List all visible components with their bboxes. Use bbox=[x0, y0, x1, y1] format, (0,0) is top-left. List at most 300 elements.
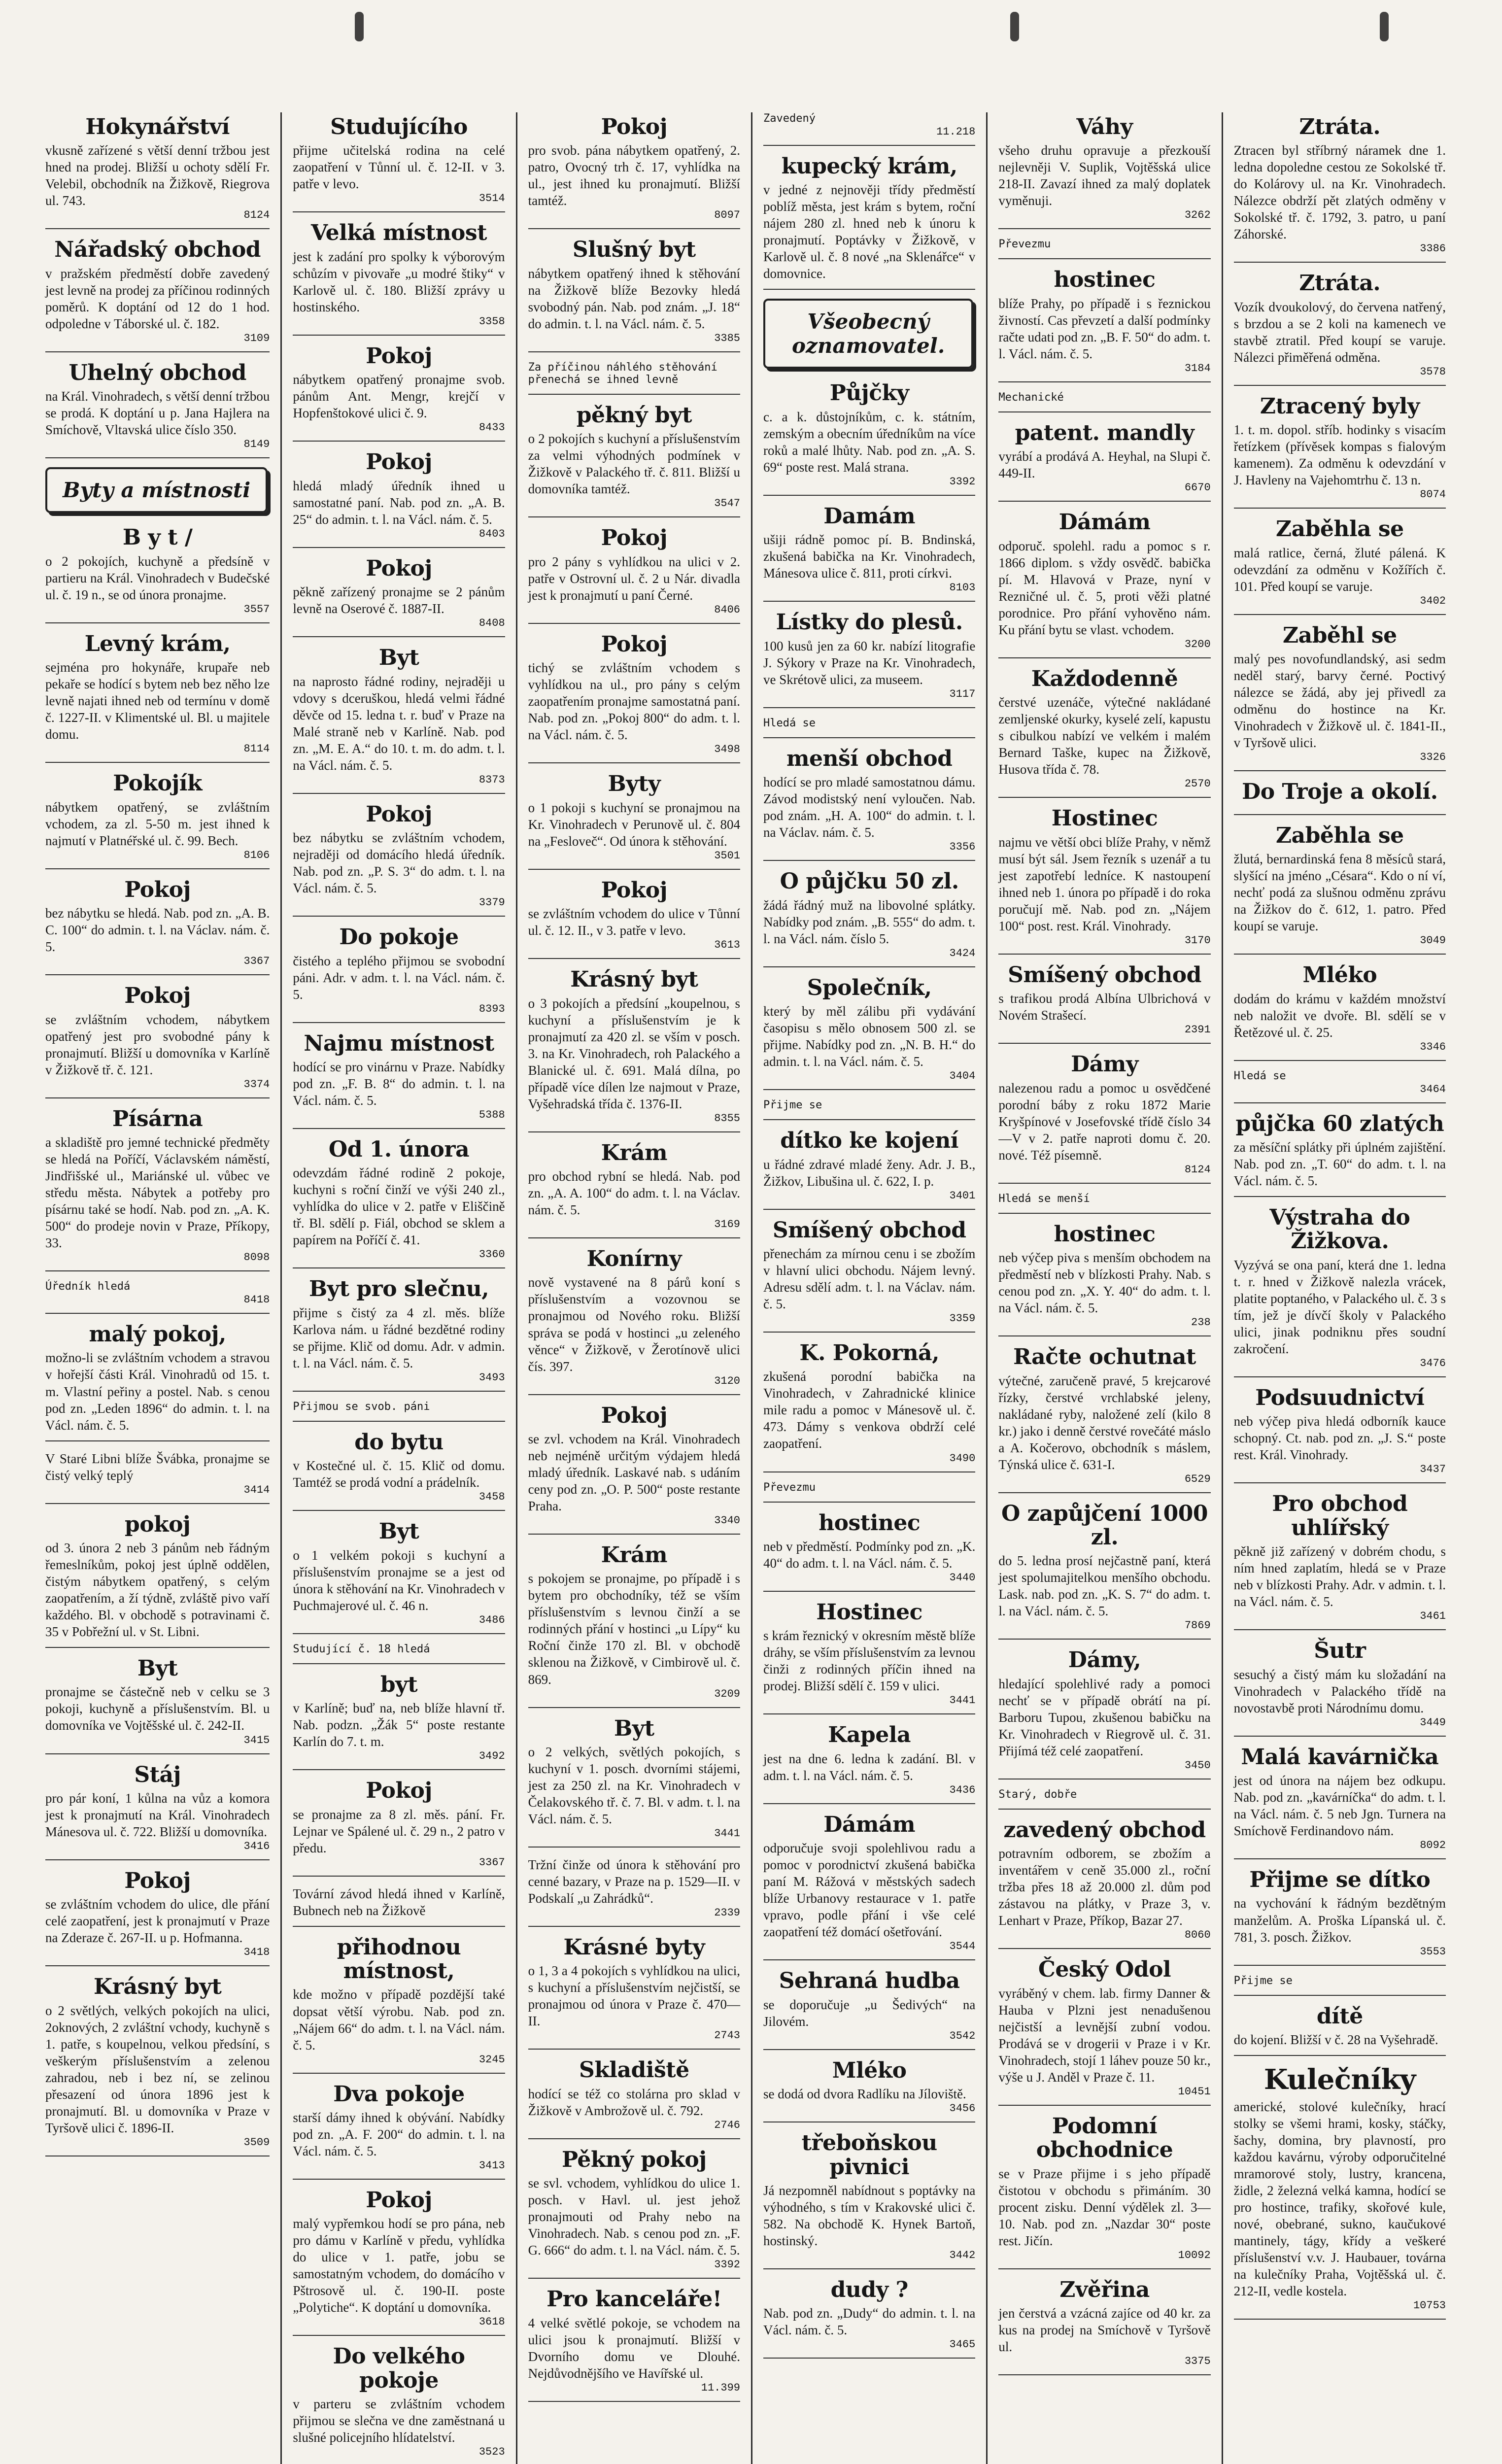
ad-body: hodící se pro mladé samostatnou dámu. Závod modistský není vyloučen. Nab. pod znám. „H. A. 100“ do admin. t. l. na Václav. nám. č. 5. bbox=[763, 775, 976, 840]
ad-body: v Karlíně; buď na, neb blíže hlavní tř. Nab. podzn. „Žák 5“ poste restante Karlín do 7. t. m. bbox=[293, 1701, 505, 1749]
ad-title: Byt bbox=[137, 1656, 178, 1681]
ad-code: 8408 bbox=[478, 617, 505, 630]
ad-title: Dva pokoje bbox=[333, 2081, 465, 2107]
ad-code: 3414 bbox=[243, 1483, 270, 1496]
classified-ad bbox=[1234, 517, 1446, 615]
ad-code: 8092 bbox=[1420, 1839, 1446, 1852]
ad-code: 3358 bbox=[478, 315, 505, 328]
ad-label: Hledá se bbox=[763, 717, 816, 729]
ad-code: 3117 bbox=[949, 687, 976, 700]
ad-title: Skladiště bbox=[579, 2057, 689, 2083]
ad-title: Pokoj bbox=[601, 877, 668, 903]
ad-title: Pokoj bbox=[124, 877, 191, 902]
ad-title: dudy ? bbox=[830, 2277, 908, 2302]
ad-title: Hostinec bbox=[816, 1599, 922, 1625]
ad-title: menší obchod bbox=[786, 746, 953, 771]
classified-ad bbox=[293, 2345, 505, 2464]
ad-body: malý pes novofundlandský, asi sedm neděl starý, barvy černé. Poctivý nálezce se žádá, aby jej přivedl za odměnu do hostince na Kr. Vinohradech v Žižkově ul. č. 1841-II., v Tyršově ulici. bbox=[1233, 651, 1446, 751]
classified-ad bbox=[528, 633, 740, 763]
classified-ad bbox=[293, 646, 505, 793]
classified-ad bbox=[998, 391, 1210, 412]
ad-code: 3441 bbox=[949, 1694, 976, 1707]
ad-title: Šutr bbox=[1314, 1638, 1366, 1664]
ad-body: Nab. pod zn. „Dudy“ do admin. t. l. na Václ. nám. č. 5. bbox=[763, 2306, 976, 2338]
classified-ad bbox=[528, 404, 740, 517]
ad-body: bez nábytku se hledá. Nab. pod zn. „A. B. C. 100“ do admin. t. l. na Václav. nám. č. 5. bbox=[45, 906, 270, 955]
classified-ad bbox=[1234, 1868, 1446, 1965]
ad-label: Přijmou se svob. páni bbox=[293, 1400, 430, 1413]
ad-code: 10451 bbox=[1178, 2085, 1211, 2098]
ad-title: Lístky do plesů. bbox=[776, 610, 963, 635]
classified-ad bbox=[763, 1813, 975, 1960]
classified-ad bbox=[763, 505, 975, 602]
classified-ad bbox=[528, 1404, 740, 1535]
classified-ad bbox=[528, 772, 740, 869]
ad-title: Krásný byt bbox=[570, 967, 698, 992]
ad-body: čerstvé uzenáče, výtečné nakládané zemljenské okurky, kyselé zelí, kapustu s cibulkou nabízí ve velkém i malém Bernard Taške, kupec na Žižkově, Husova třída č. 78. bbox=[998, 695, 1211, 777]
ad-label: Za příčinou náhlého stěhování přenechá se ihned levně bbox=[528, 361, 717, 386]
ad-title: pěkný byt bbox=[576, 402, 692, 428]
ad-code: 3464 bbox=[1420, 1083, 1446, 1095]
classified-ad bbox=[1234, 780, 1446, 815]
ad-body: odporučuje svoji spolehlivou radu a pomoc v porodnictví zkušená babička paní M. Rážová v městských sadech blíže Urbanovy restaurace v 1. patře vpravo, podle přání i vše celé zaopatření též domácí ošetřování. bbox=[763, 1841, 976, 1940]
ad-code: 3379 bbox=[478, 896, 505, 909]
ad-code: 8403 bbox=[478, 527, 505, 540]
ad-body: neb výčep piva s menším obchodem na předměstí neb v blízkosti Prahy. Nab. s cenou pod zn. „X. Y. 40“ do adm. t. l. na Václ. nám. č. 5. bbox=[998, 1250, 1211, 1316]
ad-code: 10753 bbox=[1413, 2299, 1446, 2312]
ad-title: Damám bbox=[823, 503, 916, 529]
ad-code: 3415 bbox=[243, 1734, 270, 1746]
ad-body: neb výčep piva hledá odborník kauce schopný. Ct. nab. pod zn. „J. S.“ poste rest. Král. Vinohrady. bbox=[1233, 1414, 1446, 1463]
ad-code: 8393 bbox=[478, 1002, 505, 1015]
classified-ad bbox=[763, 155, 975, 290]
ad-title: Pokoj bbox=[366, 555, 432, 581]
classified-ad bbox=[1234, 1386, 1446, 1483]
ad-label: Přijme se bbox=[1233, 1974, 1293, 1987]
ad-body: všeho druhu opravuje a přezkouší nejlevněji V. Suplik, Vojtěšská ulice 218-II. Zavazí ihned za malý doplatek vyměnuji. bbox=[998, 143, 1211, 208]
classified-ad bbox=[293, 557, 505, 637]
classified-ad bbox=[45, 1450, 270, 1504]
ad-code: 3544 bbox=[949, 1940, 976, 1953]
ad-code: 3440 bbox=[949, 1571, 976, 1584]
ad-title: Mléko bbox=[1302, 962, 1377, 988]
ad-title: Stáj bbox=[134, 1762, 181, 1787]
ad-code: 3461 bbox=[1420, 1610, 1446, 1623]
ad-code: 3049 bbox=[1420, 934, 1446, 947]
ad-title: třeboňskou pivnici bbox=[801, 2130, 937, 2180]
ad-body: malá ratlice, černá, žluté pálená. K odevzdání za odměnu v Kožířích č. 101. Před koupí se varuje. bbox=[1233, 545, 1446, 594]
ad-body: pro 2 pány s vyhlídkou na ulici v 2. patře v Ostrovní ul. č. 2 u Nár. divadla jest k pronajmutí u paní Černé. bbox=[528, 554, 740, 603]
ad-title: pokoj bbox=[124, 1511, 191, 1537]
ad-body: americké, stolové kulečníky, hrací stolky se všemi hrami, kosky, stáčky, šachy, domina, bry plavností, pro každou kavárnu, výroby odporučitelné mramorové stoly, lustry, krancena, židle, 2 železná velká kamna, hodící se pro hostince, trafiky, skořové kule, nové, obebrané, sukno, kaučukové mantinely, tágy, křídy a veškeré příslušenství v.v. J. Haubauer, továrna na kulečníky Praha, Vojtěšská ul. č. 212-II, vedle kostela. bbox=[1233, 2099, 1446, 2298]
classified-ad bbox=[45, 878, 270, 975]
classified-ad bbox=[998, 2115, 1210, 2269]
classified-ad bbox=[45, 772, 270, 869]
ad-title: Malá kavárnička bbox=[1241, 1744, 1439, 1770]
ad-body: se zvl. vchodem na Král. Vinohradech neb nejméně určitým výdajem hledá mladý úředník. Laskavé nab. s udáním ceny pod zn. „O. P. 500“ poste restante Praha. bbox=[528, 1431, 740, 1513]
ad-code: 3385 bbox=[714, 332, 740, 344]
ad-title: Račte ochutnat bbox=[1013, 1344, 1196, 1370]
ad-body: u řádné zdravé mladé ženy. Adr. J. B., Žižkov, Libušina ul. č. 622, I. p. bbox=[763, 1157, 976, 1189]
ad-code: 3402 bbox=[1420, 594, 1446, 607]
classified-ad bbox=[998, 1958, 1210, 2105]
classified-ad bbox=[1234, 824, 1446, 955]
classified-ad bbox=[528, 526, 740, 623]
ad-code: 8149 bbox=[243, 438, 270, 451]
column-6 bbox=[1222, 112, 1457, 2464]
ad-title: Slušný byt bbox=[572, 237, 696, 263]
ad-body: se dodá od dvora Radlíku na Jíloviště. bbox=[763, 2087, 966, 2102]
classified-ad bbox=[293, 1277, 505, 1391]
classified-ad bbox=[45, 1323, 270, 1441]
ad-body: přijme učitelská rodina na celé zaopatření v Tůnní ul. č. 12-II. v 3. patře v levo. bbox=[293, 143, 505, 192]
ad-body: pěkně již zařízený v dobrém chodu, s ním hned zaplatím, hledá se v Praze neb v blízkosti Prahy. Adr. v admin. t. l. na Václ. nám. č. 5. bbox=[1233, 1544, 1446, 1609]
ad-code: 3613 bbox=[714, 939, 740, 952]
classified-ad bbox=[998, 963, 1210, 1044]
classified-ad bbox=[45, 238, 270, 352]
ad-code: 3401 bbox=[949, 1189, 976, 1202]
classified-ad bbox=[293, 1643, 505, 1664]
ad-title: Zaběhla se bbox=[1275, 822, 1404, 848]
classified-ad bbox=[293, 1520, 505, 1634]
ad-code: 3509 bbox=[243, 2136, 270, 2149]
classified-ad bbox=[528, 1247, 740, 1395]
classified-ad bbox=[528, 1141, 740, 1238]
ad-code: 8106 bbox=[243, 849, 270, 861]
ad-title: Konírny bbox=[586, 1246, 682, 1272]
ad-code: 8124 bbox=[243, 209, 270, 222]
classified-ad bbox=[1234, 1112, 1446, 1197]
classified-ad bbox=[998, 807, 1210, 954]
ad-title: Kapela bbox=[828, 1722, 911, 1748]
ad-code: 3169 bbox=[714, 1218, 740, 1231]
ad-body: jest na dne 6. ledna k zadání. Bl. v adm. t. l. na Václ. nám. č. 5. bbox=[763, 1751, 976, 1783]
classified-ad bbox=[293, 1885, 505, 1927]
ad-title: Pokoj bbox=[366, 2187, 432, 2213]
column-3 bbox=[516, 112, 751, 2464]
ad-code: 3456 bbox=[949, 2102, 976, 2115]
ad-code: 3245 bbox=[478, 2053, 505, 2066]
ad-body: odevzdám řádné rodině 2 pokoje, kuchyni s roční činží ve výši 240 zl., vyhlídka do ulice v 2. patře v Eliščině tř. Bl. sdělí p. Fiál, obchod se sklem a papírem na Poříčí č. 41. bbox=[293, 1165, 505, 1248]
ad-body: do kojení. Bližší v č. 28 na Vyšehradě. bbox=[1233, 2032, 1438, 2047]
classified-ad bbox=[998, 1345, 1210, 1493]
ad-title: dítě bbox=[1316, 2003, 1363, 2029]
classified-ad bbox=[763, 611, 975, 708]
ad-body: c. a k. důstojníkům, c. k. státním, zemským a obecním úředníkům na více roků a malé lhůty. Nab. pod zn. „A. S. 69“ poste rest. Malá strana. bbox=[763, 409, 976, 475]
ad-title: malý pokoj, bbox=[89, 1322, 226, 1347]
ad-body: potravním odborem, se zbožím a inventářem v ceně 35.000 zl., roční tržba přes 18 až 20.000 zl. dům pod zástavou na plátky, v Praze 3, v. Lenhart v Praze, Příkop, Bazar 27. bbox=[998, 1846, 1211, 1928]
ad-title: Najmu místnost bbox=[304, 1030, 494, 1056]
ad-label: Starý, dobře bbox=[998, 1788, 1077, 1801]
classified-ad bbox=[293, 2083, 505, 2180]
classified-ad bbox=[998, 1053, 1210, 1183]
ad-title: Dámy, bbox=[1068, 1647, 1141, 1673]
classified-ad bbox=[998, 421, 1210, 502]
classified-ad bbox=[1234, 1070, 1446, 1103]
ad-code: 3437 bbox=[1420, 1463, 1446, 1476]
ad-title: Sehraná hudba bbox=[779, 1968, 960, 1994]
classified-ad bbox=[763, 1511, 975, 1592]
ad-body: s trafikou prodá Albína Ulbrichová v Novém Strašecí. bbox=[998, 991, 1211, 1023]
classified-ad bbox=[293, 1936, 505, 2074]
ad-label: Mechanické bbox=[998, 391, 1064, 404]
ad-body: o 2 pokojích, kuchyně a předsíně v partieru na Král. Vinohradech v Budečské ul. č. 19 n., se od února pronajme. bbox=[45, 553, 270, 602]
ad-body: jest k zadání pro spolky k výborovým schůzím v pivovaře „u modré štiky“ v Karlově ul. č. 180. Bližší zprávy u hostinského. bbox=[293, 249, 505, 314]
ad-code: 3498 bbox=[714, 743, 740, 756]
classified-ad bbox=[763, 1219, 975, 1333]
classified-ad bbox=[528, 2058, 740, 2139]
ad-body: dodám do krámu v každém množství neb naložit ve dvoře. Bl. sdělí se v Řetězové ul. č. 25. bbox=[1233, 991, 1446, 1040]
ad-body: v parteru se zvláštním vchodem přijmou se slečna ve dne zaměstnaná u slušné policejního hlídatelství. bbox=[293, 2396, 505, 2445]
ad-title: Byt bbox=[378, 1519, 419, 1544]
ad-body: Vyzývá se ona paní, která dne 1. ledna t. r. hned v Žižkově nalezla vrácek, platite poptaného, v Palackého ul. č. 3 s tím, jež je dívčí školy v Palackého ulici, jinak podniknu přes soudní zakročení. bbox=[1233, 1257, 1446, 1356]
ad-body: o 1, 3 a 4 pokojích s vyhlídkou na ulici, s kuchyní a příslušenstvím nejčistší, se pronajmou od února v Praze č. 470—II. bbox=[528, 1963, 740, 2029]
ad-body: na naprosto řádné rodiny, nejraději u vdovy s dceruškou, hledá velmi řádné děvče od 15. ledna t. r. buď v Praze na Malé straně neb v Karlíně. Nab. pod zn. „M. E. A.“ do 10. t. m. do adm. t. l. na Václ. nám. č. 5. bbox=[293, 674, 505, 773]
ad-body: za měsíční splátky při úplném zajištění. Nab. pod zn. „T. 60“ do adm. t. l. na Václ. nám. č. 5. bbox=[1233, 1140, 1446, 1189]
ad-body: přijme s čistý za 4 zl. měs. blíže Karlova nám. u řádné bezdětné rodiny se přijme. Klič od domu. Adr. v admin. t. l. na Václ. nám. č. 5. bbox=[293, 1305, 505, 1370]
ad-title: dítko ke kojení bbox=[780, 1128, 959, 1154]
classified-ad bbox=[528, 1717, 740, 1848]
ad-code: 8418 bbox=[243, 1294, 270, 1306]
ad-code: 3436 bbox=[949, 1783, 976, 1796]
ad-code: 3542 bbox=[949, 2029, 976, 2042]
classified-ad bbox=[1234, 2065, 1446, 2320]
ad-title: Podsuudnictví bbox=[1255, 1385, 1425, 1410]
ad-code: 3493 bbox=[478, 1371, 505, 1384]
classified-ad bbox=[998, 1818, 1210, 1949]
classified-ad bbox=[45, 1869, 270, 1966]
ad-body: vyráběný v chem. lab. firmy Danner & Hauba v Plzni jest nenadušenou nejčistší a levnější zubní vodou. Prodává se v drogerii v Praze i v Kr. Vinohradech, stojí 1 láhev pouze 50 kr., výše u J. Anděl v Praze č. 11. bbox=[998, 1985, 1211, 2085]
ad-title: zavedený obchod bbox=[1003, 1817, 1206, 1843]
classified-ad bbox=[998, 1193, 1210, 1214]
ad-code: 3442 bbox=[949, 2249, 976, 2261]
ad-title: patent. mandly bbox=[1015, 420, 1195, 445]
classified-ad bbox=[998, 238, 1210, 259]
ad-title: Ztráta. bbox=[1299, 114, 1381, 139]
ad-code: 3490 bbox=[949, 1452, 976, 1465]
ad-body: v jedné z nejnověji třídy předměstí poblíž města, jest krám s bytem, roční nájem 280 zl. hned neb k únoru k pronajmutí. Poptávky v Žižkově, v Karlově ul. č. 8 nové „na Sklenářce“ v domovnice. bbox=[763, 182, 976, 281]
ad-body: čistého a teplého přijmou se svobodní páni. Adr. v adm. t. l. na Václ. nám. č. 5. bbox=[293, 953, 505, 1002]
ad-body: hodící se pro vinárnu v Praze. Nabídky pod zn. „F. B. 8“ do admin. t. l. na Václ. nám. č. 5. bbox=[293, 1059, 505, 1108]
classified-ad bbox=[528, 968, 740, 1132]
ad-body: sesuchý a čistý mám ku složadání na Vinohradech v Palackého třídě na novostavbě proti Národnímu domu. bbox=[1233, 1667, 1446, 1715]
classified-ad bbox=[293, 450, 505, 548]
column-5 bbox=[986, 112, 1221, 2464]
classified-ad bbox=[293, 1431, 505, 1511]
ad-code: 8114 bbox=[243, 743, 270, 755]
classified-ad bbox=[763, 747, 975, 861]
ad-code: 8373 bbox=[478, 773, 505, 786]
section-header: Všeobecný oznamovatel. bbox=[763, 299, 973, 369]
classified-ad bbox=[763, 1601, 975, 1714]
classified-ad bbox=[763, 1481, 975, 1503]
ad-title: Každodenně bbox=[1031, 666, 1178, 691]
ad-body: výtečné, zaručeně pravé, 5 krejcarové řízky, čerstvé vrchlabské jeleny, nakládané ryby, naložené zelí (kilo 8 kr.) jako i denně čerstvé rovečáté máslo a A. Kočerovo, obchodník s máslem, Týnská ulice č. 631-I. bbox=[998, 1373, 1211, 1472]
classified-ad bbox=[998, 667, 1210, 798]
ad-title: Smíšený obchod bbox=[1008, 962, 1201, 988]
classified-ad bbox=[528, 238, 740, 352]
ad-title: Pokoj bbox=[124, 1868, 191, 1893]
classified-ad bbox=[763, 1341, 975, 1472]
ad-code: 3416 bbox=[243, 1840, 270, 1852]
classified-ad bbox=[45, 1657, 270, 1754]
ad-title: Váhy bbox=[1076, 114, 1133, 139]
ad-title: O půjčku 50 zl. bbox=[780, 869, 959, 894]
ad-code: 3340 bbox=[714, 1514, 740, 1527]
classified-ad bbox=[293, 925, 505, 1023]
ad-code: 8103 bbox=[949, 582, 976, 594]
ad-body: pro obchod rybní se hledá. Nab. pod zn. „A. A. 100“ do adm. t. l. na Václav. nám. č. 5. bbox=[528, 1169, 740, 1218]
classified-ad bbox=[1234, 1745, 1446, 1859]
ad-code: 10092 bbox=[1178, 2249, 1211, 2261]
ad-title: Pro obchod uhlířský bbox=[1272, 1491, 1408, 1540]
ad-code: 238 bbox=[1191, 1316, 1211, 1329]
classified-ad bbox=[998, 2278, 1210, 2375]
ad-title: Pokoj bbox=[601, 114, 668, 139]
ad-code: 5388 bbox=[478, 1109, 505, 1121]
classified-ad bbox=[293, 1138, 505, 1268]
ad-body: vyrábí a prodává A. Heyhal, na Slupi č. 449-II. bbox=[998, 449, 1211, 481]
classified-ad bbox=[45, 115, 270, 229]
ad-body: 1. t. m. dopol. stříb. hodinky s visacím řetízkem (přívěsek kompas s fialovým kamenem). Za odměnu k odevzdání v J. Havleny na Vajehomtrhu č. 13 n. bbox=[1233, 422, 1446, 488]
ad-title: Pokoj bbox=[366, 801, 432, 827]
ad-code: 3120 bbox=[714, 1374, 740, 1387]
ad-body: pronajme se částečně neb v celku se 3 pokoji, kuchyně a příslušenstvím. Bl. u domovníka ve Vojtěšské ul. č. 242-II. bbox=[45, 1684, 270, 1733]
ad-code: 2570 bbox=[1184, 778, 1211, 790]
ad-body: nábytkem opatřený ihned k stěhování na Žižkově blíže Bezovky hledá svobodný pán. Nab. pod znám. „J. 18“ do admin. t. l. na Václ. nám. č. 5. bbox=[528, 266, 740, 331]
column-1 bbox=[45, 112, 280, 2464]
ad-code: 3326 bbox=[1420, 751, 1446, 764]
classified-ad bbox=[763, 976, 975, 1090]
classified-ad bbox=[293, 344, 505, 442]
classified-ad bbox=[528, 361, 740, 395]
ad-code: 3492 bbox=[478, 1750, 505, 1763]
classified-ad bbox=[45, 632, 270, 763]
classified-ad bbox=[1234, 115, 1446, 263]
ad-code: 3386 bbox=[1420, 242, 1446, 255]
ad-body: se zvláštním vchodem, nábytkem opatřený jest pro svobodné pány k pronajmutí. Bližší u domovníka v Karlíně v Žižkově tř. č. 121. bbox=[45, 1012, 270, 1077]
ad-body: se pronajme za 8 zl. měs. pání. Fr. Lejnar ve Spálené ul. č. 29 n., 2 patro v předu. bbox=[293, 1807, 505, 1855]
ad-body: se zvláštním vchodem do ulice, dle přání celé zaopatření, jest k pronajmutí v Praze na Zderaze č. 267-II. u p. Hofmanna. bbox=[45, 1897, 270, 1946]
ad-code: 8433 bbox=[478, 421, 505, 434]
ad-code: 3514 bbox=[478, 192, 505, 205]
ad-label: Studující č. 18 hledá bbox=[293, 1643, 430, 1655]
ad-title: Krásné byty bbox=[563, 1935, 705, 1960]
ad-code: 3170 bbox=[1184, 934, 1211, 947]
ad-code: 3523 bbox=[478, 2446, 505, 2459]
classified-columns bbox=[45, 112, 1457, 2459]
ad-body: od 3. února 2 neb 3 pánům neb řádným řemeslníkům, pokoj jest úplně oddělen, čistým nábytkem opatřený, s celým zaopatřením, a ží týdně, zvláště pivo vaří každého. Bl. v obchodě s potravinami č. 35 v Pobřežní ul. v St. Libni. bbox=[45, 1540, 270, 1640]
ad-label: Hledá se bbox=[1233, 1069, 1286, 1082]
ad-body: tichý se zvláštním vchodem s vyhlídkou na ul., pro pány s celým zaopatřením pronajme samostatná paní. Nab. pod zn. „Pokoj 800“ do adm. t. l. na Václ. nám. č. 5. bbox=[528, 660, 740, 743]
ad-title: Byty bbox=[608, 771, 661, 797]
ad-code: 2391 bbox=[1184, 1024, 1211, 1036]
ad-body: do 5. ledna prosí nejčastně paní, která jest spolumajitelkou menšího obchodu. Lask. nab. pod zn. „K. S. 7“ do adm. t. l. na Václ. nám. č. 5. bbox=[998, 1553, 1211, 1619]
classified-ad bbox=[998, 115, 1210, 229]
classified-ad bbox=[998, 511, 1210, 658]
ad-code: 2746 bbox=[714, 2119, 740, 2131]
classified-ad bbox=[763, 717, 975, 738]
ad-title: Český Odol bbox=[1038, 1957, 1171, 1983]
classified-ad bbox=[763, 1129, 975, 1209]
classified-ad bbox=[45, 1513, 270, 1648]
ad-code: 3200 bbox=[1184, 638, 1211, 650]
ad-code: 3346 bbox=[1420, 1040, 1446, 1053]
ad-body: zkušená porodní babička na Vinohradech, v Zahradnické klinice mile radu a pomoc v Mánesově ul. č. 473. Dámy s venkova obdrží celé zaopatření. bbox=[763, 1369, 976, 1451]
classified-ad bbox=[1234, 624, 1446, 771]
ad-body: Tržní činže od února k stěhování pro cenné bazary, v Praze na p. 1529—II. v Podskalí „u Zahrádků“. bbox=[528, 1857, 740, 1906]
ad-body: najmu ve větší obci blíže Prahy, v němž musí být sál. Jsem řezník s uzenář a tu jest zapotřebí ledníce. K nastoupení ihned neb 1. února po případě i do roka poručují mě. Nab. pod zn. „Nájem 100“ post. rest. Král. Vinohrady. bbox=[998, 834, 1211, 933]
ad-title: Výstraha do Žižkova. bbox=[1269, 1205, 1410, 1254]
classified-ad bbox=[1234, 395, 1446, 509]
ad-body: starší dámy ihned k obývání. Nabídky pod zn. „A. F. 200“ do admin. t. l. na Václ. nám. č. 5. bbox=[293, 2110, 505, 2158]
classified-ad bbox=[528, 879, 740, 959]
ad-code: 3578 bbox=[1420, 365, 1446, 378]
classified-ad bbox=[998, 1223, 1210, 1336]
ad-code: 3547 bbox=[714, 497, 740, 510]
ad-title: Krásný byt bbox=[94, 1974, 222, 2000]
ad-code: 3441 bbox=[714, 1827, 740, 1840]
ad-code: 3557 bbox=[243, 603, 270, 616]
ad-label: Převezmu bbox=[763, 1481, 816, 1494]
ad-code: 8074 bbox=[1420, 488, 1446, 501]
ad-title: Dámám bbox=[1058, 510, 1151, 535]
classified-ad bbox=[293, 1779, 505, 1876]
ad-body: hledá mladý úředník ihned u samostatné paní. Nab. pod zn. „A. B. 25“ do admin. t. l. na Václ. nám. č. 5. bbox=[293, 478, 505, 527]
ad-body: jest od února na nájem bez odkupu. Nab. pod zn. „kavárníčka“ do adm. t. l. na Václ. nám. č. 5 neb Jgn. Turnera na Smíchově Ferdinandovo nám. bbox=[1233, 1773, 1446, 1839]
classified-ad bbox=[293, 1401, 505, 1422]
ad-label: Přijme se bbox=[763, 1099, 822, 1112]
ad-code: 3618 bbox=[478, 2316, 505, 2328]
ad-body: malý vypřemkou hodí se pro pána, neb pro dámu v Karlíně v předu, vyhlídka do ulice v 1. patře, jobu se samostatným vchodem, do domácího v Pštrosově ul. č. 190-II. poste „Polytiche“. K doptání u domovníka. bbox=[293, 2216, 505, 2315]
classified-ad bbox=[45, 526, 270, 623]
ad-title: Pokoj bbox=[124, 983, 191, 1009]
ad-title: Přijme se dítko bbox=[1249, 1867, 1431, 1893]
ad-code: 3450 bbox=[1184, 1759, 1211, 1772]
classified-ad bbox=[1234, 272, 1446, 385]
ad-label: Úředník hledá bbox=[45, 1280, 131, 1293]
ad-title: Do Troje a okolí. bbox=[1242, 779, 1438, 805]
ad-body: Ztracen byl stříbrný náramek dne 1. ledna dopoledne cestou ze Sokolské tř. do Kolárovy ul. na Kr. Vinohradech. Nálezce obdrží pět zlatých odměny v Sokolské tř. č. 1792, 3. patro, u paní Záhorské. bbox=[1233, 143, 1446, 242]
classified-ad bbox=[763, 112, 975, 146]
ad-body: pro svob. pána nábytkem opatřený, 2. patro, Ovocný trh č. 17, vyhlídka na ul., jest ihned ku pronajmutí. Bližší tamtéž. bbox=[528, 143, 740, 208]
ad-code: 8124 bbox=[1184, 1163, 1211, 1176]
page-mark bbox=[1010, 12, 1019, 41]
ad-label: Hledá se menší bbox=[998, 1192, 1090, 1205]
ad-title: Společník, bbox=[807, 975, 932, 1000]
ad-title: Pokoj bbox=[366, 449, 432, 475]
ad-code: 3458 bbox=[478, 1491, 505, 1504]
ad-body: kde možno v případě pozdější také dopsat větší výrobu. Nab. pod zn. „Nájem 66“ do adm. t. l. na Václ. nám. č. 5. bbox=[293, 1987, 505, 2053]
classified-ad bbox=[293, 2189, 505, 2336]
ad-title: Byt bbox=[378, 645, 419, 671]
ad-title: Zaběhl se bbox=[1282, 622, 1397, 648]
classified-ad bbox=[763, 1099, 975, 1120]
ad-body: odporuč. spolehl. radu a pomoc s r. 1866 diplom. s vždy osvědč. babička pí. M. Hlavová v Praze, nyní v Rezničné ul. č. 5, proti věži platné porodnice. Pro přání vyhověno nám. Ku přání bytu se vlast. vchodem. bbox=[998, 538, 1211, 637]
classified-ad bbox=[528, 2288, 740, 2401]
ad-body: který by měl zálibu při vydávání časopisu s mělo obnosem 500 zl. se přijme. Nabídky pod zn. „N. B. H.“ do admin. t. l. na Václ. nám. č. 5. bbox=[763, 1004, 976, 1069]
ad-code: 3367 bbox=[243, 955, 270, 968]
ad-body: Tovární závod hledá ihned v Karlíně, Bubnech neb na Žižkově bbox=[293, 1886, 505, 1918]
ad-code: 7869 bbox=[1184, 1619, 1211, 1632]
ad-code: 3262 bbox=[1184, 209, 1211, 222]
ad-body: se doporučuje „u Šedivých“ na Jilovém. bbox=[763, 1997, 976, 2029]
classified-ad bbox=[45, 984, 270, 1098]
ad-code: 3424 bbox=[949, 947, 976, 959]
ad-body: 100 kusů jen za 60 kr. nabízí litografie J. Sýkory v Praze na Kr. Vinohradech, ve Skrétově ulici, za museem. bbox=[763, 638, 976, 687]
ad-code: 8060 bbox=[1184, 1929, 1211, 1942]
classified-ad bbox=[45, 361, 270, 458]
